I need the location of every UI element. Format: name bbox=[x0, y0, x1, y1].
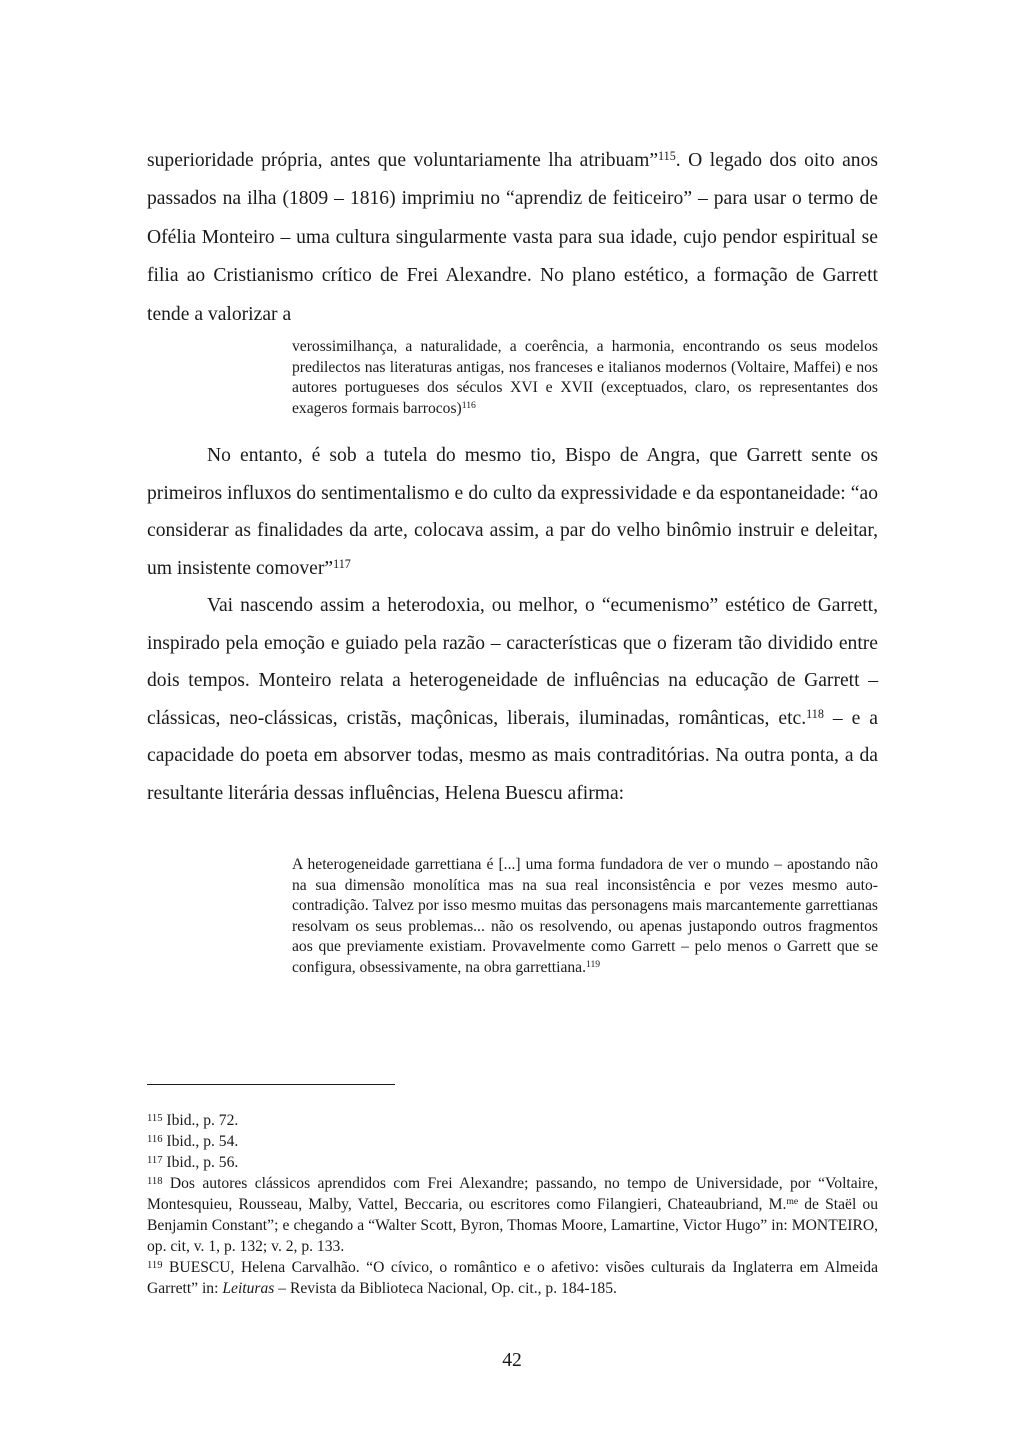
footnote-text: de Staël ou Benjamin Constant”; e chegando a “Walter Scott, Byron, Thomas Moore, Lamartine, Victor Hugo” in: MONTEIRO, op. cit, v. 1, p. 132; v. 2, p. 133. bbox=[147, 1196, 878, 1255]
footnote-number: 116 bbox=[147, 1133, 163, 1145]
footnote-text: BUESCU, Helena Carvalhão. “O cívico, o romântico e o afetivo: visões culturais da Inglaterra em Almeida Garrett” in: bbox=[147, 1259, 878, 1297]
footnote-117 bbox=[147, 1152, 878, 1173]
footnote-text: Ibid., p. 56. bbox=[162, 1154, 239, 1171]
footnote-ref: 117 bbox=[333, 556, 351, 571]
paragraph-text: . O legado dos oito anos passados na ilha (1809 – 1816) imprimiu no “aprendiz de feiticeiro” – para usar o termo de Ofélia Monteiro – uma cultura singularmente vasta para sua idade, cujo pendor espiritual se filia ao Cristianismo crítico de Frei Alexandre. No plano estético, a formação de Garrett tende a valorizar a bbox=[147, 150, 878, 325]
footnote-ref: 118 bbox=[806, 706, 824, 721]
page-number: 42 bbox=[502, 1350, 522, 1371]
footnote-text: Ibid., p. 72. bbox=[162, 1112, 239, 1129]
quote-text: A heterogeneidade garrettiana é [...] uma forma fundadora de ver o mundo – apostando não na sua dimensão monolítica mas na sua real inconsistência e por vezes mesmo auto-contradição. Talvez por isso mesmo muitas das personagens mais marcantemente garrettianas resolvam os seus problemas... não os resolvendo, ou apenas justapondo outros fragmentos aos que previamente existiam. Provavelmente como Garrett – pelo menos o Garrett que se configura, obsessivamente, na obra garrettiana. bbox=[292, 856, 878, 976]
block-quote-1 bbox=[292, 337, 878, 419]
footnote-ref: 119 bbox=[586, 958, 601, 970]
body-paragraphs-2-3 bbox=[147, 437, 878, 812]
paragraph-text: superioridade própria, antes que voluntariamente lha atribuam” bbox=[147, 150, 659, 171]
block-quote-2 bbox=[292, 855, 878, 978]
paragraph-text: Vai nascendo assim a heterodoxia, ou melhor, o “ecumenismo” estético de Garrett, inspirado pela emoção e guiado pela razão – características que o fizeram tão dividido entre dois tempos. Monteiro relata a heterogeneidade de influências na educação de Garrett – clássicas, neo-clássicas, cristãs, maçônicas, liberais, iluminadas, românticas, etc. bbox=[147, 595, 878, 729]
paragraph-text: – e a capacidade do poeta em absorver todas, mesmo as mais contraditórias. Na outra ponta, a da resultante literária dessas influências, Helena Buescu afirma: bbox=[147, 707, 879, 804]
quote-text: verossimilhança, a naturalidade, a coerência, a harmonia, encontrando os seus modelos predilectos nas literaturas antigas, nos franceses e italianos modernos (Voltaire, Maffei) e nos autores portugueses dos séculos XVI e XVII (exceptuados, claro, os representantes dos exageros formais barrocos) bbox=[292, 338, 878, 417]
footnote-115 bbox=[147, 1110, 878, 1131]
body-paragraph-3 bbox=[147, 587, 878, 812]
superscript-abbrev: me bbox=[786, 1196, 799, 1208]
footnote-ref: 116 bbox=[461, 399, 476, 411]
italic-title: Leituras bbox=[222, 1280, 275, 1297]
footnote-118 bbox=[147, 1173, 878, 1257]
footnote-number: 115 bbox=[147, 1112, 163, 1124]
footnotes bbox=[147, 1110, 878, 1299]
footnote-text: Dos autores clássicos aprendidos com Frei Alexandre; passando, no tempo de Universidade, por “Voltaire, Montesquieu, Rousseau, Malby, Vattel, Beccaria, ou escritores como Filangieri, Chateaubriand, M. bbox=[147, 1175, 878, 1213]
footnote-116 bbox=[147, 1131, 878, 1152]
paragraph-text: No entanto, é sob a tutela do mesmo tio, Bispo de Angra, que Garrett sente os primeiros influxos do sentimentalismo e do culto da expressividade e da espontaneidade: “ao considerar as finalidades da arte, colocava assim, a par do velho binômio instruir e deleitar, um insistente comover” bbox=[147, 445, 878, 579]
footnote-number: 117 bbox=[147, 1154, 163, 1166]
body-paragraph-1 bbox=[147, 142, 878, 334]
footnote-separator bbox=[147, 1084, 395, 1085]
body-paragraph-2 bbox=[147, 437, 878, 587]
footnote-number: 119 bbox=[147, 1259, 163, 1271]
footnote-text: – Revista da Biblioteca Nacional, Op. cit., p. 184-185. bbox=[274, 1280, 617, 1297]
footnote-119 bbox=[147, 1257, 878, 1299]
footnote-text: Ibid., p. 54. bbox=[162, 1133, 239, 1150]
footnote-number: 118 bbox=[147, 1175, 163, 1187]
footnote-ref: 115 bbox=[658, 148, 676, 163]
